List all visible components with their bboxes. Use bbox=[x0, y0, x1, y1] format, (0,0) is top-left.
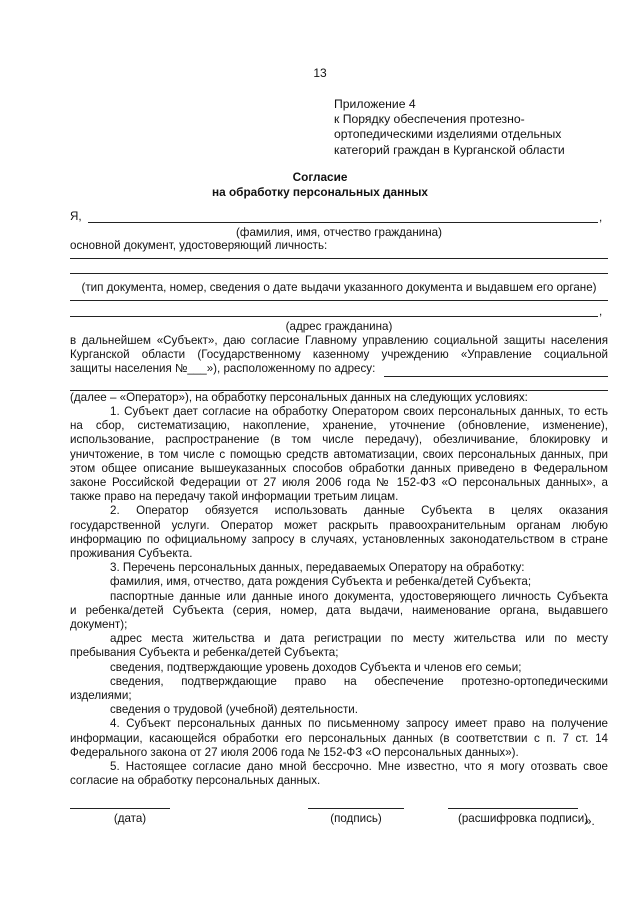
body-line: этом общее описание вышеуказанных способов обработки данных приведено в Федеральном bbox=[70, 461, 608, 475]
subject-line: защиты населения №___»), расположенному по адресу: bbox=[70, 362, 376, 376]
body-line: государственной услуги. Оператор может раскрыть правоохранительным органам любую bbox=[70, 518, 608, 532]
body-line: также право на передачу такой информации третьим лицам. bbox=[70, 490, 399, 504]
body-line: проживания Субъекта. bbox=[70, 547, 193, 561]
signature-caption: (подпись) bbox=[330, 812, 382, 825]
body-line: сведения, подтверждающие уровень доходов Субъекта и членов его семьи; bbox=[110, 660, 522, 674]
body-line: уничтожение, в том числе с помощью средств автоматизации, своих персональных данных, при bbox=[70, 447, 608, 461]
body-line: 3. Перечень персональных данных, передаваемых Оператору на обработку: bbox=[110, 561, 525, 575]
annex-line: ортопедическими изделиями отдельных bbox=[334, 127, 562, 142]
body-line: 5. Настоящее согласие дано мной бессрочно. Мне известно, что я могу отозвать свое bbox=[110, 760, 608, 774]
body-line: 2. Оператор обязуется использовать данные Субъекта в целях оказания bbox=[110, 504, 608, 518]
document-title: Согласие bbox=[292, 170, 348, 184]
comma-mark: , bbox=[599, 211, 603, 224]
body-text bbox=[70, 405, 608, 788]
subject-paragraph bbox=[70, 334, 608, 377]
closing-quote: ». bbox=[585, 815, 595, 828]
body-line: информацию по официальному запросу в случаях, установленных законодательством в стране bbox=[70, 532, 608, 546]
operator-address-line-1 bbox=[384, 376, 608, 377]
ya-label: Я, bbox=[70, 210, 82, 223]
body-line: фамилия, имя, отчество, дата рождения Субъекта и ребенка/детей Субъекта; bbox=[110, 575, 532, 589]
body-line: пребывания Субъекта и ребенка/детей Субъекта; bbox=[70, 646, 339, 660]
fio-caption: (фамилия, имя, отчество гражданина) bbox=[236, 226, 442, 239]
body-line: на сбор, систематизацию, накопление, хранение, уточнение (обновление, изменение), bbox=[70, 419, 608, 433]
body-line: 1. Субъект дает согласие на обработку Оператором своих персональных данных, то есть bbox=[110, 405, 608, 418]
subject-line: в дальнейшем «Субъект», даю согласие Главному управлению социальной защиты населения bbox=[70, 334, 608, 347]
doc-line-2 bbox=[70, 273, 608, 274]
doc-label: основной документ, удостоверяющий личность: bbox=[70, 239, 328, 252]
annex-line: Приложение 4 bbox=[334, 97, 416, 111]
address-caption: (адрес гражданина) bbox=[285, 320, 393, 333]
fio-line bbox=[88, 222, 598, 223]
doc-caption: (тип документа, номер, сведения о дате выдачи указанного документа и выдавшем его органе) bbox=[81, 281, 597, 294]
body-line: информации, касающейся обработки его персональных данных (в соответствии с п. 7 ст. 14 bbox=[70, 731, 608, 745]
body-line: адрес места жительства и дата регистрации по месту жительства или по месту bbox=[110, 632, 608, 646]
decode-caption: (расшифровка подписи) bbox=[458, 812, 589, 825]
decode-line bbox=[448, 808, 578, 809]
body-line: Федерального закона от 27 июля 2006 года № 152-ФЗ «О персональных данных»). bbox=[70, 745, 519, 759]
body-line: законе Российской Федерации от 27 июля 2006 года № 152-ФЗ «О персональных данных», а bbox=[70, 476, 608, 490]
comma-mark: , bbox=[599, 305, 603, 318]
body-line: сведения о трудовой (учебной) деятельности. bbox=[110, 703, 358, 717]
document-subtitle: на обработку персональных данных bbox=[211, 185, 428, 199]
page-number: 13 bbox=[313, 66, 327, 80]
address-line-1 bbox=[70, 300, 608, 301]
body-line: согласие на обработку персональных данных. bbox=[70, 774, 321, 788]
annex-line: категорий граждан в Курганской области bbox=[334, 142, 565, 157]
body-line: изделиями; bbox=[70, 689, 132, 703]
body-line: документ); bbox=[70, 618, 128, 632]
body-line: паспортные данные или данные иного документа, удостоверяющего личность Субъекта bbox=[110, 589, 608, 603]
body-line: использование, распространение (в том числе передачу), обезличивание, блокировку и bbox=[70, 433, 608, 447]
operator-line: (далее – «Оператор»), на обработку персональных данных на следующих условиях: bbox=[70, 391, 528, 404]
date-line bbox=[70, 808, 170, 809]
date-caption: (дата) bbox=[113, 812, 147, 825]
doc-line-1 bbox=[70, 258, 608, 259]
annex-block bbox=[334, 97, 604, 158]
signature-line bbox=[308, 808, 404, 809]
body-line: и ребенка/детей Субъекта (серия, номер, дата выдачи, наименование органа, выдавшего bbox=[70, 603, 608, 617]
address-line-2 bbox=[70, 316, 598, 317]
annex-line: к Порядку обеспечения протезно- bbox=[334, 112, 525, 127]
body-line: 4. Субъект персональных данных по письменному запросу имеет право на получение bbox=[110, 717, 608, 731]
body-line: сведения, подтверждающие право на обеспечение протезно-ортопедическими bbox=[110, 674, 608, 688]
subject-line: Курганской области (Государственному казенному учреждению «Управление социальной bbox=[70, 348, 608, 362]
